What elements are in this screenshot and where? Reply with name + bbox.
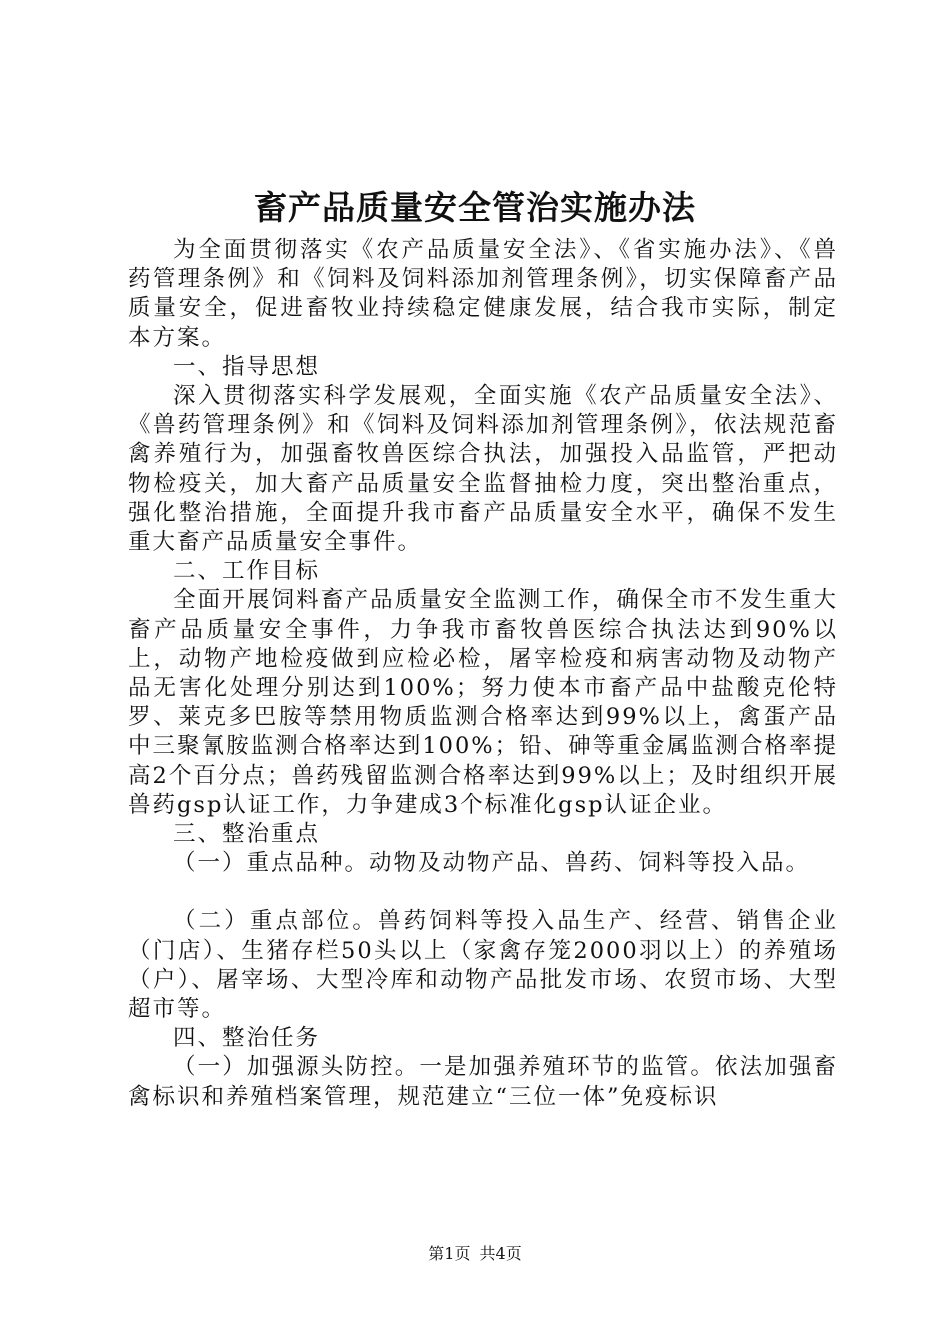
page-footer [0,1242,950,1266]
section-heading-tasks: 四、整治任务 [173,1025,321,1052]
document-body [128,236,838,1112]
section-heading-key-points: 三、整治重点 [173,821,321,848]
section-heading-guiding-ideology: 一、指导思想 [173,353,321,380]
document-title: 畜产品质量安全管治实施办法 [254,188,696,227]
section-heading-work-goals: 二、工作目标 [173,558,321,585]
key-locations-paragraph: （二）重点部位。兽药饲料等投入品生产、经营、销售企业（门店）、生猪存栏50头以上（家禽存笼2000羽以上）的养殖场（户）、屠宰场、大型冷库和动物产品批发市场、农贸市场、大型超市等。 [128,908,838,1023]
guiding-ideology-paragraph: 深入贯彻落实科学发展观，全面实施《农产品质量安全法》、《兽药管理条例》和《饲料及饲料添加剂管理条例》，依法规范畜禽养殖行为，加强畜牧兽医综合执法，加强投入品监管，严把动物检疫关，加大畜产品质量安全监督抽检力度，突出整治重点，强化整治措施，全面提升我市畜产品质量安全水平，确保不发生重大畜产品质量安全事件。 [128,383,838,556]
page-total: 共4页 [479,1244,522,1263]
page-number: 第1页 [428,1244,471,1263]
intro-paragraph: 为全面贯彻落实《农产品质量安全法》、《省实施办法》、《兽药管理条例》和《饲料及饲料添加剂管理条例》，切实保障畜产品质量安全，促进畜牧业持续稳定健康发展，结合我市实际，制定本方案。 [128,237,838,351]
key-varieties-paragraph: （一）重点品种。动物及动物产品、兽药、饲料等投入品。 [173,850,811,877]
source-control-paragraph: （一）加强源头防控。一是加强养殖环节的监管。依法加强畜禽标识和养殖档案管理，规范建立“三位一体”免疫标识 [128,1054,838,1110]
work-goals-paragraph: 全面开展饲料畜产品质量安全监测工作，确保全市不发生重大畜产品质量安全事件，力争我市畜牧兽医综合执法达到90%以上，动物产地检疫做到应检必检，屠宰检疫和病害动物及动物产品无害化处理分别达到100%；努力使本市畜产品中盐酸克伦特罗、莱克多巴胺等禁用物质监测合格率达到99%以上，禽蛋产品中三聚氰胺监测合格率达到100%；铅、砷等重金属监测合格率提高2个百分点；兽药残留监测合格率达到99%以上；及时组织开展兽药gsp认证工作，力争建成3个标准化gsp认证企业。 [128,587,838,818]
